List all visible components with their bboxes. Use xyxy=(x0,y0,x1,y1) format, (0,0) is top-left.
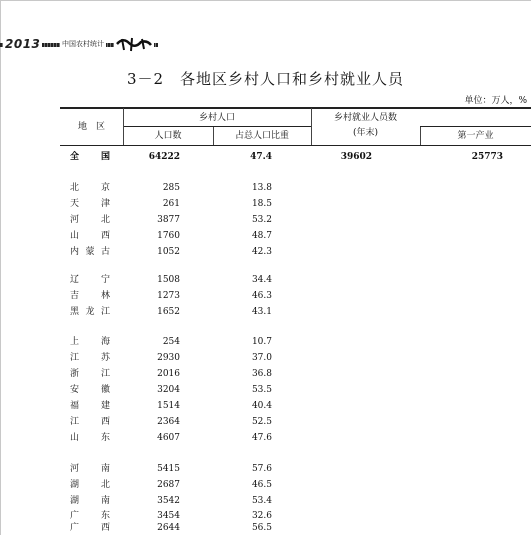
table-row xyxy=(60,288,531,305)
share-value: 37.0 xyxy=(251,353,272,363)
table-row xyxy=(60,398,531,415)
share-value: 18.5 xyxy=(251,199,272,209)
population-value: 2687 xyxy=(157,480,180,490)
share-value: 48.7 xyxy=(251,231,272,241)
region-name: 内蒙古 xyxy=(70,247,110,257)
population-value: 1514 xyxy=(157,401,180,411)
table-row xyxy=(60,334,531,351)
table-row xyxy=(60,244,531,261)
column-header-primary-industry: 第一产业 xyxy=(457,131,494,141)
share-value: 36.8 xyxy=(251,369,272,379)
share-value: 46.3 xyxy=(251,291,272,301)
population-value: 1273 xyxy=(157,291,180,301)
share-value: 10.7 xyxy=(251,337,272,347)
region-name: 山 东 xyxy=(70,433,110,443)
share-value: 47.6 xyxy=(251,433,272,443)
table-row xyxy=(60,272,531,289)
table-row xyxy=(60,180,531,197)
table-row xyxy=(60,366,531,383)
share-value: 40.4 xyxy=(251,401,272,411)
population-value: 2644 xyxy=(157,523,180,533)
population-value: 254 xyxy=(162,337,180,347)
column-header-rural-employed: 乡村就业人员数 xyxy=(333,113,397,123)
subheader-rule xyxy=(123,126,311,127)
share-value: 32.6 xyxy=(251,511,272,521)
share-value: 43.1 xyxy=(251,307,272,317)
table-top-rule xyxy=(60,107,531,109)
table-row xyxy=(60,228,531,245)
page-border-top xyxy=(0,0,531,1)
calligraphy-logo-icon xyxy=(114,35,154,53)
population-value: 1052 xyxy=(157,247,180,257)
share-value: 53.4 xyxy=(251,496,272,506)
header-bottom-rule xyxy=(60,145,531,146)
region-name: 吉 林 xyxy=(70,291,110,301)
population-value: 1760 xyxy=(157,231,180,241)
population-value: 3454 xyxy=(157,511,180,521)
table-row xyxy=(60,461,531,478)
region-name: 湖 南 xyxy=(70,496,110,506)
region-name: 湖 北 xyxy=(70,480,110,490)
share-value: 53.5 xyxy=(251,385,272,395)
column-header-rural-population: 乡村人口 xyxy=(198,113,235,123)
region-name: 山 西 xyxy=(70,231,110,241)
primary-industry-value: 25773 xyxy=(471,152,503,162)
population-value: 3877 xyxy=(157,215,180,225)
region-name: 广 东 xyxy=(70,511,110,521)
region-name: 浙 江 xyxy=(70,369,110,379)
header-book-title: 中国农村统计 xyxy=(62,40,104,48)
region-name: 江 苏 xyxy=(70,353,110,363)
share-value: 47.4 xyxy=(250,152,272,162)
population-value: 1508 xyxy=(157,275,180,285)
table-row xyxy=(60,382,531,399)
share-value: 13.8 xyxy=(251,183,272,193)
employed-value: 39602 xyxy=(340,152,372,162)
population-value: 2364 xyxy=(157,417,180,427)
table-row xyxy=(60,304,531,321)
region-name: 黑龙江 xyxy=(70,307,110,317)
region-name: 上 海 xyxy=(70,337,110,347)
column-header-population-count: 人口数 xyxy=(154,131,182,141)
population-value: 285 xyxy=(162,183,180,193)
column-header-share-of-total: 占总人口比重 xyxy=(234,131,289,141)
region-name: 天 津 xyxy=(70,199,110,209)
share-value: 46.5 xyxy=(251,480,272,490)
population-value: 261 xyxy=(162,199,180,209)
population-value: 3542 xyxy=(157,496,180,506)
region-name: 全 国 xyxy=(70,152,110,162)
column-header-region: 地 区 xyxy=(77,122,105,132)
population-value: 2930 xyxy=(157,353,180,363)
table-row xyxy=(60,196,531,213)
region-name: 河 北 xyxy=(70,215,110,225)
table-row xyxy=(60,520,531,537)
unit-label: 单位：万人，% xyxy=(464,96,527,106)
column-header-year-end: (年末) xyxy=(352,128,379,138)
table-row xyxy=(60,350,531,367)
share-value: 42.3 xyxy=(251,247,272,257)
region-name: 福 建 xyxy=(70,401,110,411)
region-name: 北 京 xyxy=(70,183,110,193)
share-value: 34.4 xyxy=(251,275,272,285)
header-year: 2013 xyxy=(5,37,41,51)
region-name: 安 徽 xyxy=(70,385,110,395)
region-name: 辽 宁 xyxy=(70,275,110,285)
region-name: 河 南 xyxy=(70,464,110,474)
region-name: 江 西 xyxy=(70,417,110,427)
table-row xyxy=(60,414,531,431)
table-row xyxy=(60,430,531,447)
population-value: 1652 xyxy=(157,307,180,317)
share-value: 52.5 xyxy=(251,417,272,427)
population-value: 3204 xyxy=(157,385,180,395)
share-value: 56.5 xyxy=(251,523,272,533)
population-value: 4607 xyxy=(157,433,180,443)
population-value: 5415 xyxy=(157,464,180,474)
share-value: 57.6 xyxy=(251,464,272,474)
running-header xyxy=(0,38,158,52)
region-name: 广 西 xyxy=(70,523,110,533)
population-value: 64222 xyxy=(148,152,180,162)
subheader-rule-right xyxy=(420,126,531,127)
share-value: 53.2 xyxy=(251,215,272,225)
table-title: 3－2 各地区乡村人口和乡村就业人员 xyxy=(126,70,405,88)
table-row xyxy=(60,477,531,494)
table-row xyxy=(60,212,531,229)
table-row-national xyxy=(60,149,531,166)
population-value: 2016 xyxy=(157,369,180,379)
